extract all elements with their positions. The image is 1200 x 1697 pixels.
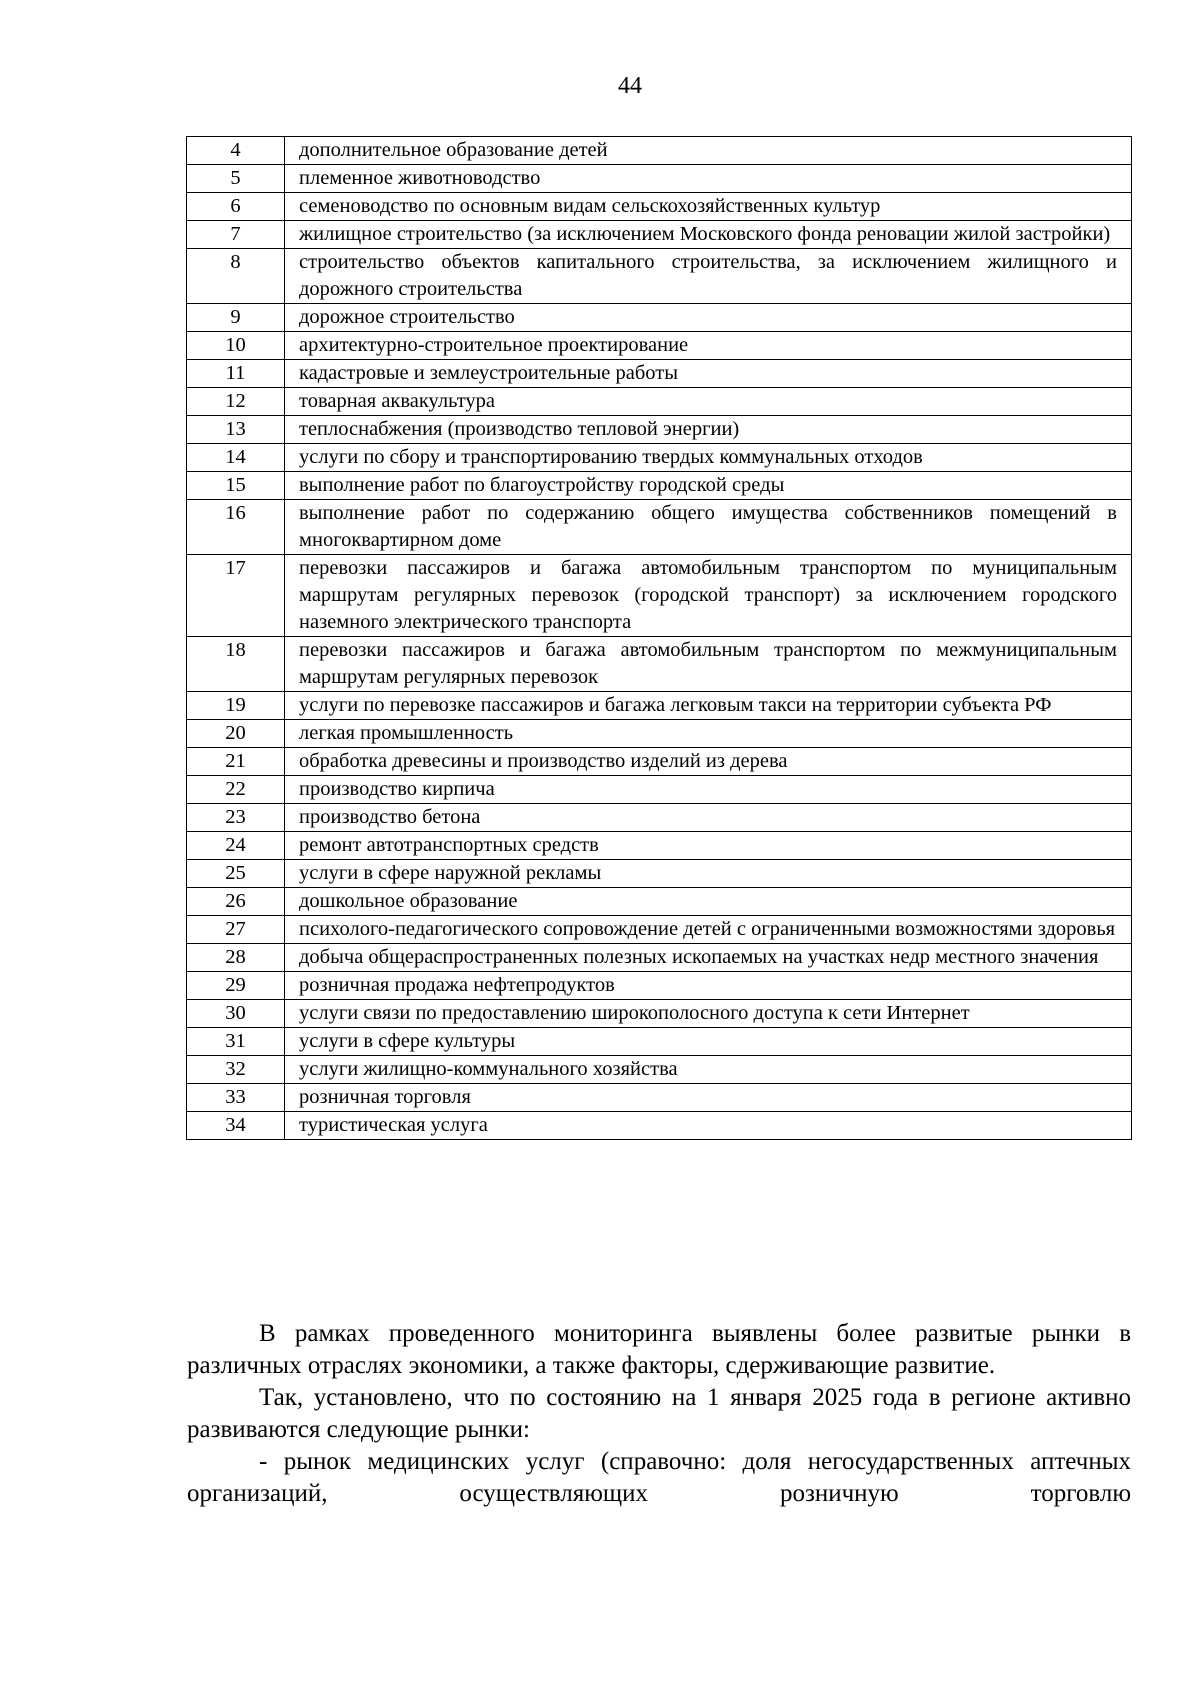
table-row: [187, 472, 1132, 500]
row-market-name: услуги жилищно-коммунального хозяйства: [285, 1056, 1132, 1084]
row-market-name: дорожное строительство: [285, 304, 1132, 332]
row-number: 7: [187, 221, 285, 249]
row-number: 21: [187, 748, 285, 776]
table-row: [187, 804, 1132, 832]
table-row: [187, 1000, 1132, 1028]
row-market-name: выполнение работ по содержанию общего имущества собственников помещений в многоквартирном доме: [285, 500, 1132, 555]
table-row: [187, 860, 1132, 888]
row-market-name: жилищное строительство (за исключением Московского фонда реновации жилой застройки): [285, 221, 1132, 249]
row-number: 6: [187, 193, 285, 221]
table-row: [187, 416, 1132, 444]
row-market-name: психолого-педагогического сопровождение детей с ограниченными возможностями здоровья: [285, 916, 1132, 944]
table-row: [187, 748, 1132, 776]
table-row: [187, 720, 1132, 748]
row-market-name: услуги связи по предоставлению широкополосного доступа к сети Интернет: [285, 1000, 1132, 1028]
row-number: 30: [187, 1000, 285, 1028]
row-number: 28: [187, 944, 285, 972]
row-number: 12: [187, 388, 285, 416]
row-market-name: добыча общераспространенных полезных ископаемых на участках недр местного значения: [285, 944, 1132, 972]
row-number: 19: [187, 692, 285, 720]
row-market-name: товарная аквакультура: [285, 388, 1132, 416]
row-market-name: перевозки пассажиров и багажа автомобильным транспортом по межмуниципальным маршрутам регулярных перевозок: [285, 637, 1132, 692]
row-number: 34: [187, 1112, 285, 1140]
table-row: [187, 137, 1132, 165]
table-row: [187, 944, 1132, 972]
row-number: 29: [187, 972, 285, 1000]
row-number: 20: [187, 720, 285, 748]
row-number: 9: [187, 304, 285, 332]
table-row: [187, 916, 1132, 944]
table-row: [187, 332, 1132, 360]
services-table: [186, 136, 1132, 1140]
paragraph-monitoring: В рамках проведенного мониторинга выявлены более развитые рынки в различных отраслях экономики, а также факторы, сдерживающие развитие.: [187, 1320, 1131, 1379]
row-number: 25: [187, 860, 285, 888]
row-number: 27: [187, 916, 285, 944]
row-market-name: перевозки пассажиров и багажа автомобильным транспортом по муниципальным маршрутам регулярных перевозок (городской транспорт) за исключением городского наземного электрического транспорта: [285, 555, 1132, 637]
table-row: [187, 221, 1132, 249]
table-row: [187, 555, 1132, 637]
paragraph-established: Так, установлено, что по состоянию на 1 января 2025 года в регионе активно развиваются следующие рынки:: [187, 1384, 1131, 1443]
row-market-name: ремонт автотранспортных средств: [285, 832, 1132, 860]
row-market-name: кадастровые и землеустроительные работы: [285, 360, 1132, 388]
row-number: 15: [187, 472, 285, 500]
row-market-name: архитектурно-строительное проектирование: [285, 332, 1132, 360]
table-row: [187, 249, 1132, 304]
row-market-name: производство бетона: [285, 804, 1132, 832]
row-market-name: услуги по перевозке пассажиров и багажа легковым такси на территории субъекта РФ: [285, 692, 1132, 720]
row-number: 10: [187, 332, 285, 360]
row-number: 4: [187, 137, 285, 165]
table-row: [187, 972, 1132, 1000]
row-market-name: розничная продажа нефтепродуктов: [285, 972, 1132, 1000]
row-market-name: услуги по сбору и транспортированию твердых коммунальных отходов: [285, 444, 1132, 472]
row-market-name: семеноводство по основным видам сельскохозяйственных культур: [285, 193, 1132, 221]
row-number: 22: [187, 776, 285, 804]
table-row: [187, 1056, 1132, 1084]
row-market-name: теплоснабжения (производство тепловой энергии): [285, 416, 1132, 444]
row-number: 11: [187, 360, 285, 388]
row-market-name: строительство объектов капитального строительства, за исключением жилищного и дорожного строительства: [285, 249, 1132, 304]
row-market-name: производство кирпича: [285, 776, 1132, 804]
row-number: 18: [187, 637, 285, 692]
page-number: 44: [618, 73, 642, 99]
row-number: 16: [187, 500, 285, 555]
row-market-name: дошкольное образование: [285, 888, 1132, 916]
row-number: 13: [187, 416, 285, 444]
table-row: [187, 500, 1132, 555]
row-number: 32: [187, 1056, 285, 1084]
row-market-name: услуги в сфере культуры: [285, 1028, 1132, 1056]
table-row: [187, 1112, 1132, 1140]
table-row: [187, 776, 1132, 804]
row-market-name: легкая промышленность: [285, 720, 1132, 748]
row-number: 31: [187, 1028, 285, 1056]
table-row: [187, 388, 1132, 416]
table-row: [187, 304, 1132, 332]
table-row: [187, 444, 1132, 472]
paragraph-medical-market: - рынок медицинских услуг (справочно: доля негосударственных аптечных организаций, осуществляющих розничную торговлю: [187, 1448, 1131, 1507]
row-market-name: выполнение работ по благоустройству городской среды: [285, 472, 1132, 500]
row-market-name: туристическая услуга: [285, 1112, 1132, 1140]
row-number: 14: [187, 444, 285, 472]
table-row: [187, 193, 1132, 221]
row-market-name: услуги в сфере наружной рекламы: [285, 860, 1132, 888]
row-number: 5: [187, 165, 285, 193]
row-number: 24: [187, 832, 285, 860]
table-row: [187, 1028, 1132, 1056]
table-row: [187, 692, 1132, 720]
row-market-name: розничная торговля: [285, 1084, 1132, 1112]
table-row: [187, 888, 1132, 916]
row-number: 26: [187, 888, 285, 916]
table-row: [187, 1084, 1132, 1112]
row-number: 33: [187, 1084, 285, 1112]
row-market-name: обработка древесины и производство изделий из дерева: [285, 748, 1132, 776]
table-row: [187, 637, 1132, 692]
row-number: 23: [187, 804, 285, 832]
services-table-body: [187, 137, 1132, 1140]
row-number: 17: [187, 555, 285, 637]
row-number: 8: [187, 249, 285, 304]
row-market-name: племенное животноводство: [285, 165, 1132, 193]
body-text: [187, 1318, 1131, 1510]
table-row: [187, 832, 1132, 860]
row-market-name: дополнительное образование детей: [285, 137, 1132, 165]
table-row: [187, 360, 1132, 388]
table-row: [187, 165, 1132, 193]
